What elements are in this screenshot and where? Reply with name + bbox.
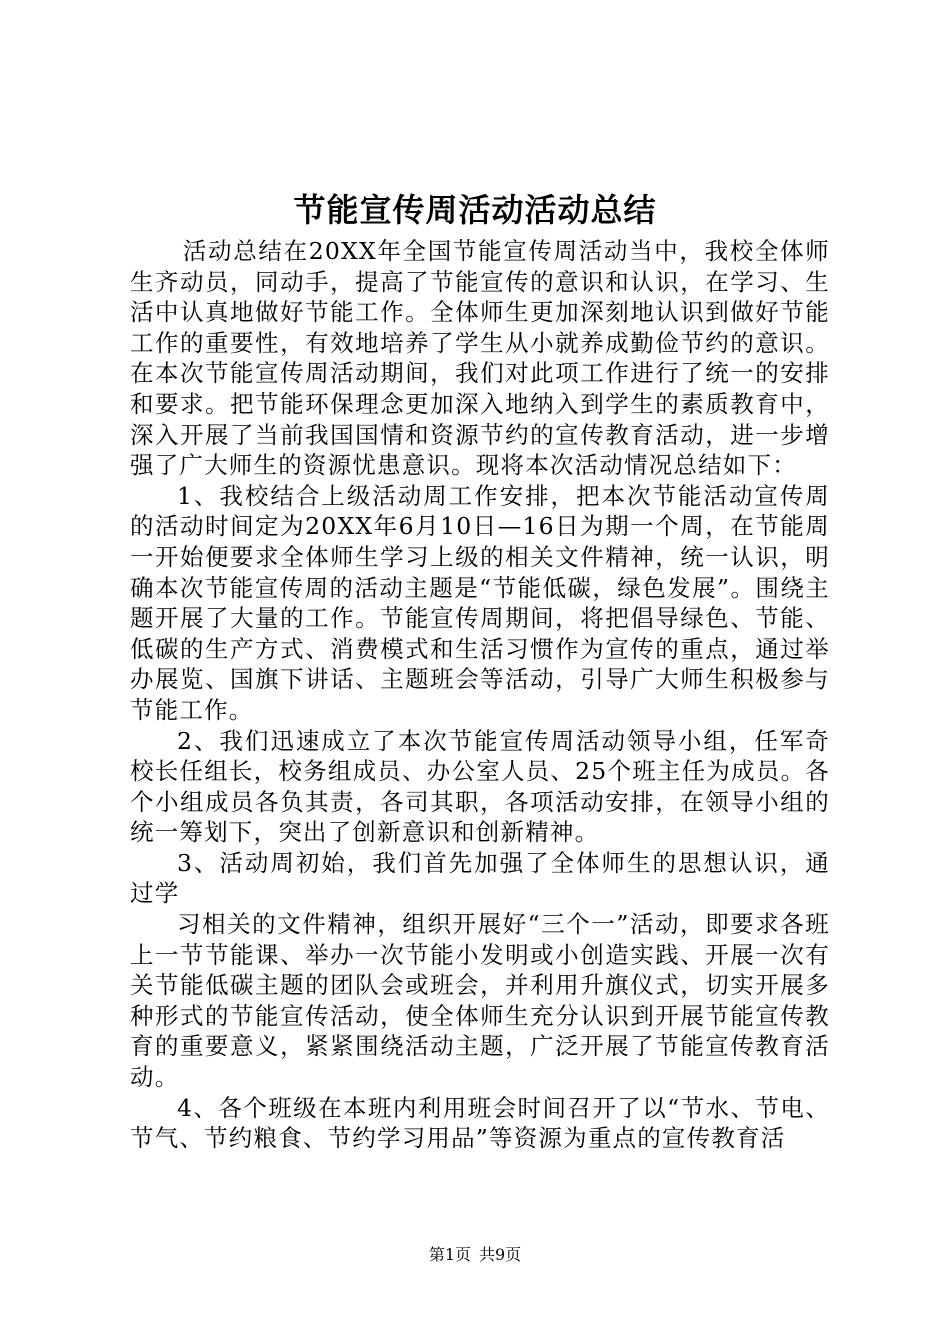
paragraph-item-3-continued: 习相关的文件精神，组织开展好“三个一”活动，即要求各班上一节节能课、举办一次节能小发明或小创造实践、开展一次有关节能低碳主题的团队会或班会，并利用升旗仪式，切实开展多种形式的节能宣传活动，使全体师生充分认识到开展节能宣传教育的重要意义，紧紧围绕活动主题，广泛开展了节能宣传教育活动。 bbox=[130, 910, 830, 1092]
document-title: 节能宣传周活动活动总结 bbox=[293, 191, 657, 229]
page-total: 共9页 bbox=[479, 1245, 522, 1264]
paragraph-item-2: 2、我们迅速成立了本次节能宣传周活动领导小组，任军奇校长任组长，校务组成员、办公室人员、25个班主任为成员。各个小组成员各负其责，各司其职，各项活动安排，在领导小组的统一筹划下，突出了创新意识和创新精神。 bbox=[130, 726, 830, 847]
page-footer bbox=[0, 1245, 950, 1265]
page-number: 第1页 bbox=[428, 1245, 471, 1264]
paragraph-intro: 活动总结在20XX年全国节能宣传周活动当中，我校全体师生齐动员，同动手，提高了节能宣传的意识和认识，在学习、生活中认真地做好节能工作。全体师生更加深刻地认识到做好节能工作的重要性，有效地培养了学生从小就养成勤俭节约的意识。在本次节能宣传周活动期间，我们对此项工作进行了统一的安排和要求。把节能环保理念更加深入地纳入到学生的素质教育中，深入开展了当前我国国情和资源节约的宣传教育活动，进一步增强了广大师生的资源忧患意识。现将本次活动情况总结如下： bbox=[130, 237, 830, 480]
paragraph-item-4: 4、各个班级在本班内利用班会时间召开了以“节水、节电、节气、节约粮食、节约学习用品”等资源为重点的宣传教育活 bbox=[130, 1093, 830, 1153]
paragraph-item-3: 3、活动周初始，我们首先加强了全体师生的思想认识，通过学 bbox=[130, 848, 830, 908]
paragraph-item-1: 1、我校结合上级活动周工作安排，把本次节能活动宣传周的活动时间定为20XX年6月10日—16日为期一个周，在节能周一开始便要求全体师生学习上级的相关文件精神，统一认识，明确本次节能宣传周的活动主题是“节能低碳，绿色发展”。围绕主题开展了大量的工作。节能宣传周期间，将把倡导绿色、节能、低碳的生产方式、消费模式和生活习惯作为宣传的重点，通过举办展览、国旗下讲话、主题班会等活动，引导广大师生积极参与节能工作。 bbox=[130, 481, 830, 724]
document-body bbox=[130, 236, 830, 1154]
